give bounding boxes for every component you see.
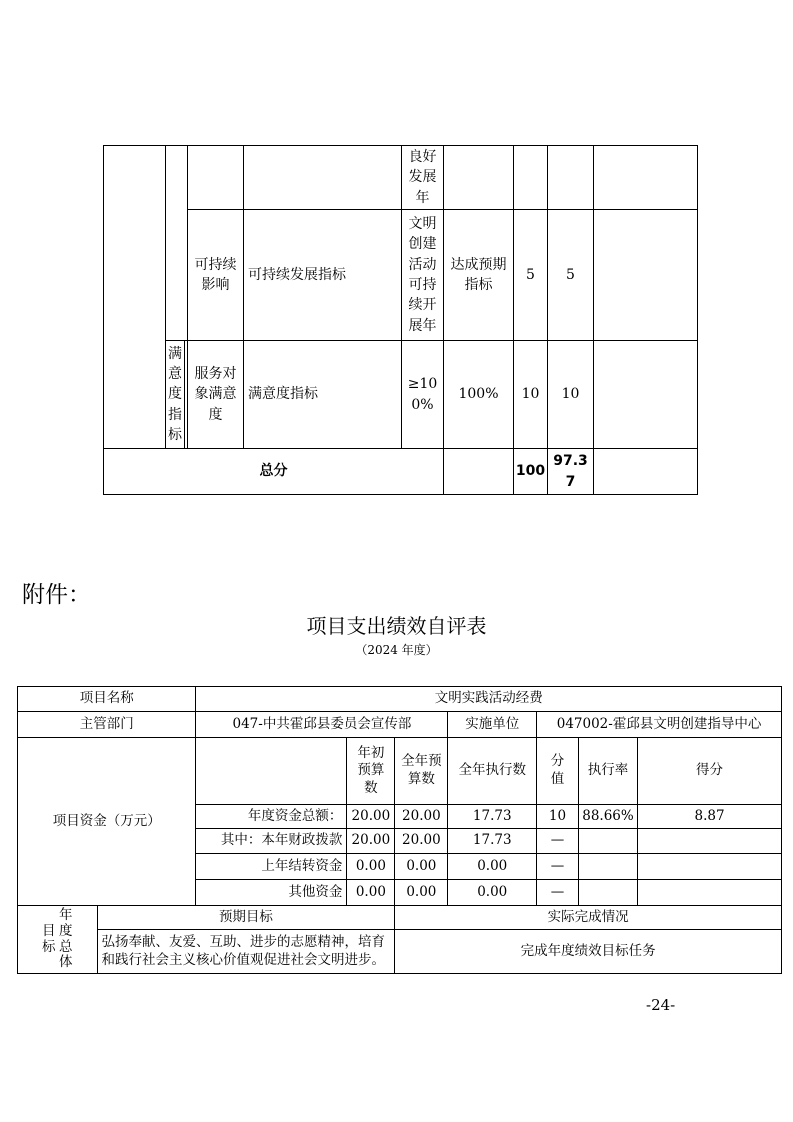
initial-budget-cell: 20.00 xyxy=(347,805,395,829)
table-row xyxy=(18,712,782,738)
score-value-cell: — xyxy=(537,829,579,854)
score-cell: 10 xyxy=(548,341,594,449)
dept-label: 主管部门 xyxy=(18,712,196,738)
total-row xyxy=(104,449,698,495)
annual-exec-cell: 0.00 xyxy=(448,854,537,880)
self-evaluation-table xyxy=(17,686,782,974)
impl-label: 实施单位 xyxy=(448,712,537,738)
attachment-label: 附件： xyxy=(22,582,91,608)
score-value-cell: — xyxy=(537,880,579,906)
blank-cell xyxy=(244,146,402,210)
exec-rate-cell xyxy=(578,880,637,906)
funds-row-label: 年度资金总额： xyxy=(196,805,347,829)
blank-cell xyxy=(196,738,347,805)
table-row xyxy=(104,146,698,210)
exec-rate-cell xyxy=(578,854,637,880)
funds-row-label: 其中：本年财政拨款 xyxy=(196,829,347,854)
metric-cell: 可持续发展指标 xyxy=(244,210,402,341)
table-row xyxy=(104,210,698,341)
annual-budget-cell: 0.00 xyxy=(395,880,448,906)
goal-label-b: 目标 xyxy=(42,922,56,955)
goal-label-a: 年度总体 xyxy=(59,907,73,971)
blank-cell xyxy=(444,449,514,495)
blank-cell xyxy=(594,146,698,210)
blank-cell xyxy=(514,146,548,210)
total-score: 97.37 xyxy=(548,449,594,495)
annual-budget-cell: 0.00 xyxy=(395,854,448,880)
annual-budget-cell: 20.00 xyxy=(395,829,448,854)
initial-budget-cell: 0.00 xyxy=(347,880,395,906)
table-row xyxy=(18,738,782,805)
exec-rate-cell xyxy=(578,829,637,854)
metric-cell: 满意度指标 xyxy=(244,341,402,449)
target-cell: 达成预期指标 xyxy=(444,210,514,341)
score-cell: 5 xyxy=(548,210,594,341)
funds-label xyxy=(18,738,196,906)
initial-budget-cell: 0.00 xyxy=(347,854,395,880)
funds-row-label: 其他资金 xyxy=(196,880,347,906)
header-annual-budget: 全年预算数 xyxy=(395,738,448,805)
score-value-cell: 10 xyxy=(537,805,579,829)
goal-label xyxy=(18,906,98,974)
sub-category-cell: 服务对象满意度 xyxy=(188,341,244,449)
actual-result-header: 实际完成情况 xyxy=(395,906,782,930)
header-annual-exec: 全年执行数 xyxy=(448,738,537,805)
page-number: -24- xyxy=(646,996,676,1014)
sub-category-cell: 可持续影响 xyxy=(188,210,244,341)
total-weight: 100 xyxy=(514,449,548,495)
initial-budget-cell: 20.00 xyxy=(347,829,395,854)
blank-cell xyxy=(188,146,244,210)
annual-exec-cell: 17.73 xyxy=(448,829,537,854)
exec-rate-cell: 88.66% xyxy=(578,805,637,829)
blank-cell xyxy=(104,146,166,449)
indicator-cell: ≥100% xyxy=(402,341,444,449)
score-cell xyxy=(638,829,782,854)
table-row xyxy=(18,930,782,974)
table-row xyxy=(18,687,782,712)
funds-label-text: 项目资金（万元） xyxy=(52,812,161,829)
header-score-value: 分值 xyxy=(537,738,579,805)
annual-budget-cell: 20.00 xyxy=(395,805,448,829)
target-cell: 100% xyxy=(444,341,514,449)
annual-exec-cell: 17.73 xyxy=(448,805,537,829)
project-name-value: 文明实践活动经费 xyxy=(196,687,782,712)
funds-row-label: 上年结转资金 xyxy=(196,854,347,880)
form-title: 项目支出绩效自评表 xyxy=(306,614,487,638)
indicator-cell: 良好发展年 xyxy=(402,146,444,210)
form-year: （2024 年度） xyxy=(355,643,438,657)
total-label: 总分 xyxy=(104,449,444,495)
expected-goal-header: 预期目标 xyxy=(97,906,395,930)
indicator-cell: 文明创建活动可持续开展年 xyxy=(402,210,444,341)
weight-cell: 5 xyxy=(514,210,548,341)
header-initial-budget: 年初预算数 xyxy=(347,738,395,805)
dept-value: 047-中共霍邱县委员会宣传部 xyxy=(196,712,448,738)
performance-indicator-table xyxy=(103,145,698,495)
annual-exec-cell: 0.00 xyxy=(448,880,537,906)
category-cell: 满意度指标 xyxy=(166,341,185,449)
blank-cell xyxy=(594,449,698,495)
table-row xyxy=(104,341,698,449)
blank-cell xyxy=(548,146,594,210)
score-cell xyxy=(638,880,782,906)
blank-cell xyxy=(594,341,698,449)
weight-cell: 10 xyxy=(514,341,548,449)
header-score: 得分 xyxy=(638,738,782,805)
project-name-label: 项目名称 xyxy=(18,687,196,712)
blank-cell xyxy=(594,210,698,341)
expected-goal-text: 弘扬奉献、友爱、互助、进步的志愿精神，培育和践行社会主义核心价值观促进社会文明进步。 xyxy=(97,930,395,974)
header-exec-rate: 执行率 xyxy=(578,738,637,805)
impl-value: 047002-霍邱县文明创建指导中心 xyxy=(537,712,782,738)
score-value-cell: — xyxy=(537,854,579,880)
table-row xyxy=(18,906,782,930)
score-cell xyxy=(638,854,782,880)
blank-cell xyxy=(444,146,514,210)
actual-result-text: 完成年度绩效目标任务 xyxy=(395,930,782,974)
score-cell: 8.87 xyxy=(638,805,782,829)
blank-cell xyxy=(166,146,188,341)
